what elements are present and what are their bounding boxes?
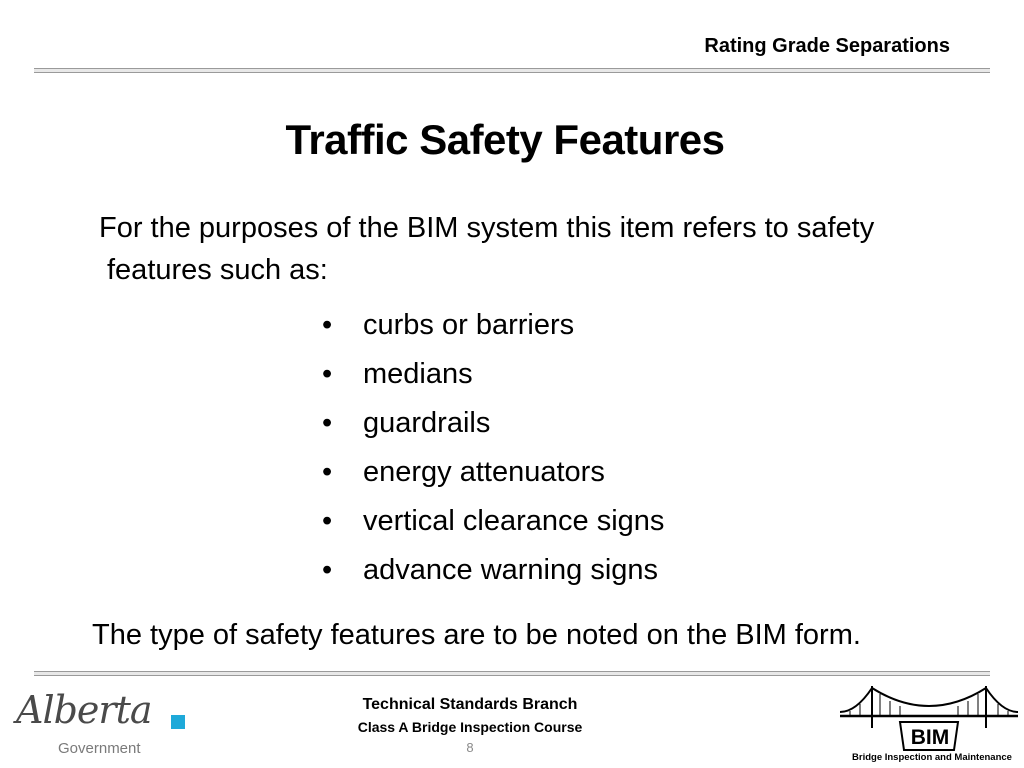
alberta-government-logo	[14, 688, 194, 760]
bullet-glyph: •	[322, 505, 333, 537]
bullet-glyph: •	[322, 358, 333, 390]
intro-line-1: For the purposes of the BIM system this item refers to safety	[99, 212, 875, 244]
footer-org: Technical Standards Branch	[362, 696, 578, 713]
footer-divider	[34, 671, 990, 676]
list-item	[318, 352, 664, 401]
safety-features-list	[318, 303, 664, 597]
intro-text	[99, 207, 959, 291]
bim-logo-caption: Bridge Inspection and Maintenance	[852, 752, 1012, 763]
bullet-glyph: •	[322, 554, 333, 586]
list-item-text: guardrails	[363, 407, 491, 439]
list-item-text: advance warning signs	[363, 554, 659, 586]
list-item	[318, 450, 664, 499]
closing-note: The type of safety features are to be noted on the BIM form.	[92, 619, 861, 651]
list-item	[318, 499, 664, 548]
list-item	[318, 548, 664, 597]
bim-logo-text: BIM	[910, 726, 950, 749]
bullet-glyph: •	[322, 456, 333, 488]
bullet-glyph: •	[322, 309, 333, 341]
header-title: Rating Grade Separations	[704, 35, 950, 57]
footer-course: Class A Bridge Inspection Course	[357, 719, 583, 735]
bullet-glyph: •	[322, 407, 333, 439]
header-divider	[34, 68, 990, 73]
list-item-text: curbs or barriers	[363, 309, 575, 341]
bim-logo	[838, 682, 1020, 766]
list-item-text: medians	[363, 358, 473, 390]
alberta-logo-script: Alberta	[16, 688, 152, 732]
list-item	[318, 401, 664, 450]
footer-info	[340, 694, 600, 758]
list-item-text: energy attenuators	[363, 456, 605, 488]
list-item	[318, 303, 664, 352]
alberta-logo-subtitle: Government	[58, 740, 141, 757]
page-number: 8	[466, 740, 474, 755]
intro-line-2: features such as:	[107, 254, 328, 286]
slide-title: Traffic Safety Features	[285, 116, 725, 163]
list-item-text: vertical clearance signs	[363, 505, 665, 537]
alberta-logo-accent	[171, 715, 185, 729]
